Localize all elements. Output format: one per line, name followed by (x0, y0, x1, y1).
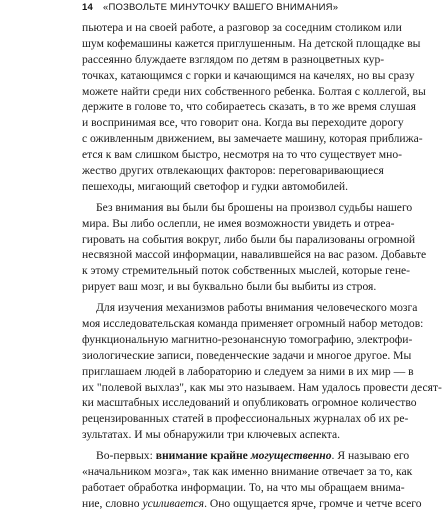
text-line: их "полевой выхлаз", как мы это называем. Нам удалось провести десят- (82, 380, 442, 394)
text-line: ки масштабных исследований и опубликовать огромное количество (82, 396, 417, 410)
plain-text: ние, словно (82, 496, 143, 510)
paragraph-2 (82, 200, 427, 295)
text-line: держите в голове то, что собираетесь сказать, в то же время слушая (82, 100, 416, 114)
paragraph-1 (82, 20, 426, 195)
text-line: рассеянно блуждаете взглядом по детям в разноцветных кур- (82, 52, 385, 66)
text-line: пьютера и на своей работе, а разговор за соседним столиком или (82, 21, 402, 34)
running-header (82, 2, 382, 13)
lead-text: Во-первых: (96, 449, 156, 463)
text-line: ется к вам слишком быстро, несмотря на то что существует мно- (82, 148, 403, 162)
text-line: работает обработка информации. То, на что мы обращаем внима- (82, 480, 405, 494)
text-line: Для изучения механизмов работы внимания человеческого мозга (96, 301, 418, 315)
plain-text: . Оно ощущается ярче, громче и четче всего (204, 496, 422, 510)
text-line: гировать на события вокруг, либо были бы парализованы огромной (82, 232, 416, 246)
chapter-title: «ПОЗВОЛЬТЕ МИНУТОЧКУ ВАШЕГО ВНИМАНИЯ» (102, 2, 339, 13)
paragraph-3 (82, 300, 442, 443)
text-line: рирует ваш мозг, и вы буквально были бы выбиты из строя. (82, 280, 377, 294)
paragraph-4 (82, 448, 422, 512)
text-line (82, 496, 422, 512)
text-line: с оживленным движением, вы замечаете машину, которая приближа- (82, 132, 423, 146)
bold-text: внимание крайне (155, 449, 251, 463)
text-line: Без внимания вы были бы брошены на произвол судьбы нашего (96, 200, 413, 214)
text-line: зиологические записи, поведенческие задачи и многое другое. Мы (82, 348, 412, 362)
page-number: 14 (82, 2, 93, 13)
text-line: точках, катающимся с горки и качающимся на качелях, но вы сразу (82, 68, 415, 82)
text-line: можете найти среди них собственного ребенка. Болтая с коллегой, вы (82, 84, 426, 98)
text-line: шум кофемашины кажется приглушенным. На детской площадке вы (82, 36, 421, 50)
body-text (82, 20, 442, 512)
text-line: несвязной массой информации, навалившейся на вас разом. Добавьте (82, 248, 427, 262)
text-line: зультатах. И мы обнаружили три ключевых аспекта. (82, 428, 341, 442)
text-line: функциональную магнитно-резонансную томографию, электрофи- (82, 332, 413, 346)
text-line: приглашаем людей в лабораторию и следуем за ними в их мир — в (82, 364, 414, 378)
text-line: и воспринимая все, что говорит она. Когда вы переходите дорогу (82, 116, 404, 130)
text-line: мира. Вы либо ослепли, не имея возможности увидеть и отреа- (82, 216, 395, 230)
plain-text: . Я называю его (331, 449, 410, 463)
text-line: к этому стремительный поток собственных мыслей, которые гене- (82, 264, 411, 278)
text-line: пешеходы, мигающий светофор и гудки автомобилей. (82, 179, 348, 193)
text-line: жество других отвлекающих факторов: переговаривающиеся (82, 164, 384, 178)
text-line: рецензированных статей в профессиональных журналах об их ре- (82, 412, 409, 426)
italic-text: усиливается (142, 496, 205, 510)
bold-italic-text: могущественно (250, 449, 332, 463)
text-line: «начальником мозга», так как именно внимание отвечает за то, как (82, 465, 413, 479)
text-line: моя исследовательская команда применяет огромный набор методов: (82, 317, 424, 331)
text-line (82, 448, 410, 464)
